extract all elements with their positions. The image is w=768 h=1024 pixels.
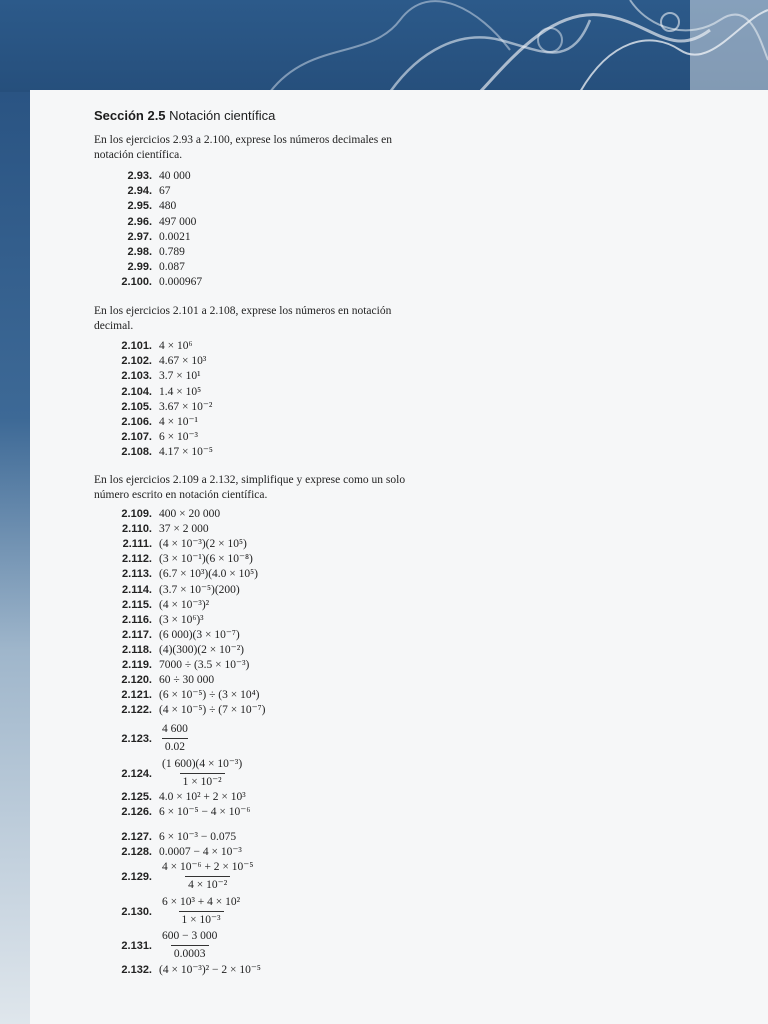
exercise-number: 2.111. <box>122 538 152 551</box>
left-margin-band <box>0 92 30 1024</box>
exercise-2-126 <box>94 805 250 820</box>
section-title <box>94 108 275 123</box>
exercise-expression: 4 × 10⁻¹ <box>159 416 199 428</box>
exercise-row <box>94 430 198 445</box>
exercise-row <box>94 583 240 598</box>
fraction-numerator: 600 − 3 000 <box>162 930 218 942</box>
exercise-row <box>94 507 220 522</box>
exercise-expression: 6 × 10⁻⁵ − 4 × 10⁻⁶ <box>159 806 251 818</box>
fraction <box>159 722 191 755</box>
exercise-expression: 6 × 10⁻³ <box>159 431 199 444</box>
exercise-row <box>94 199 176 214</box>
exercise-row <box>94 369 201 384</box>
exercise-expression: (4)(300)(2 × 10⁻²) <box>159 643 244 656</box>
exercise-row <box>94 230 191 245</box>
exercise-2-132 <box>94 963 261 978</box>
exercise-expression: (6.7 × 10³)(4.0 × 10⁵) <box>159 568 258 581</box>
exercise-expression: 40 000 <box>159 170 191 182</box>
exercise-expression: 4.17 × 10⁻⁵ <box>159 446 213 459</box>
exercise-expression: (3 × 10⁶)³ <box>159 613 204 626</box>
exercise-number: 2.124. <box>121 767 152 780</box>
exercise-expression: (4 × 10⁻³)² − 2 × 10⁻⁵ <box>159 964 261 976</box>
exercise-number: 2.130. <box>121 905 152 918</box>
fraction <box>159 929 220 962</box>
fraction-denominator: 1 × 10⁻³ <box>179 911 224 928</box>
exercise-row <box>94 445 213 460</box>
exercise-number: 2.126. <box>121 806 152 818</box>
instructions-group-2: En los ejercicios 2.101 a 2.108, exprese los números en notación decimal. <box>94 305 392 332</box>
exercise-expression: 6 × 10⁻³ − 0.075 <box>159 831 237 843</box>
exercise-number: 2.122. <box>121 704 152 717</box>
exercise-row <box>94 552 253 567</box>
exercise-row <box>94 537 247 552</box>
exercise-number: 2.103. <box>121 370 152 383</box>
exercise-row <box>94 688 259 703</box>
exercise-expression: 67 <box>159 185 171 198</box>
exercise-number: 2.93. <box>127 170 152 182</box>
exercise-number: 2.121. <box>121 689 152 702</box>
exercise-expression: (6 000)(3 × 10⁻⁷) <box>159 628 240 641</box>
exercise-expression: 60 ÷ 30 000 <box>159 674 215 687</box>
exercise-number: 2.131. <box>121 939 152 952</box>
fraction-numerator: 6 × 10³ + 4 × 10² <box>162 896 241 908</box>
exercise-row <box>94 628 240 643</box>
exercise-2-123 <box>94 722 191 755</box>
exercise-number: 2.119. <box>122 659 152 671</box>
exercise-number: 2.116. <box>122 613 152 626</box>
section-number: Sección 2.5 <box>94 108 166 123</box>
exercise-row <box>94 385 201 400</box>
swirl-ornament-graphic <box>250 0 768 92</box>
exercise-expression: 3.67 × 10⁻² <box>159 400 213 413</box>
fraction <box>159 895 243 928</box>
exercise-2-124 <box>94 757 245 790</box>
exercise-number: 2.104. <box>121 385 152 398</box>
exercise-row <box>94 613 204 628</box>
exercise-number: 2.97. <box>127 230 152 243</box>
exercise-row <box>94 275 202 290</box>
fraction-numerator: (1 600)(4 × 10⁻³) <box>162 758 243 770</box>
exercise-row <box>94 658 249 673</box>
fraction-numerator: 4 600 <box>162 723 188 735</box>
exercise-number: 2.100. <box>121 276 152 289</box>
exercise-expression: 7000 ÷ (3.5 × 10⁻³) <box>159 659 250 671</box>
exercise-number: 2.117. <box>122 628 152 641</box>
exercise-expression: (4 × 10⁻³)² <box>159 598 210 611</box>
exercise-expression: (3.7 × 10⁻⁵)(200) <box>159 583 240 596</box>
exercise-expression: (4 × 10⁻⁵) ÷ (7 × 10⁻⁷) <box>159 704 266 717</box>
exercise-expression: 497 000 <box>159 215 197 228</box>
exercise-expression: 3.7 × 10¹ <box>159 370 201 383</box>
exercise-number: 2.109. <box>121 508 152 520</box>
exercise-row <box>94 215 196 230</box>
instructions-group-3: En los ejercicios 2.109 a 2.132, simplifique y exprese como un solo número escrito en notación científica. <box>94 474 406 501</box>
exercise-expression: 4 × 10⁶ <box>159 340 193 352</box>
exercise-number: 2.125. <box>121 791 152 803</box>
exercise-expression: 0.789 <box>159 246 185 258</box>
exercise-expression: 0.0007 − 4 × 10⁻³ <box>159 846 242 858</box>
exercise-2-129 <box>94 860 256 893</box>
exercise-expression: 4.67 × 10³ <box>159 355 207 368</box>
exercise-row <box>94 703 266 718</box>
exercise-row <box>94 354 206 369</box>
exercise-number: 2.114. <box>122 583 152 596</box>
exercise-2-127 <box>94 830 236 845</box>
fraction <box>159 860 256 893</box>
exercise-row <box>94 567 258 582</box>
exercise-row <box>94 169 191 184</box>
exercise-expression: (3 × 10⁻¹)(6 × 10⁻⁸) <box>159 553 253 566</box>
exercise-number: 2.98. <box>127 246 152 258</box>
exercise-expression: 37 × 2 000 <box>159 523 209 536</box>
exercise-expression: 0.000967 <box>159 276 203 289</box>
exercise-row <box>94 184 171 199</box>
exercise-number: 2.107. <box>121 431 152 444</box>
fraction-denominator: 1 × 10⁻² <box>180 773 225 790</box>
exercise-number: 2.118. <box>122 643 152 656</box>
exercise-expression: 0.087 <box>159 261 185 274</box>
exercise-number: 2.102. <box>121 355 152 368</box>
exercise-number: 2.132. <box>121 964 152 976</box>
exercise-number: 2.128. <box>121 846 152 858</box>
instructions-group-1: En los ejercicios 2.93 a 2.100, exprese los números decimales en notación científica. <box>94 134 392 161</box>
exercise-2-125 <box>94 790 246 805</box>
exercise-number: 2.96. <box>127 215 152 228</box>
exercise-row <box>94 415 198 430</box>
exercise-row <box>94 643 244 658</box>
exercise-2-128 <box>94 845 242 860</box>
exercise-number: 2.127. <box>121 831 152 843</box>
fraction-denominator: 0.02 <box>162 738 188 755</box>
exercise-row <box>94 598 209 613</box>
header-band <box>0 0 768 92</box>
exercise-number: 2.108. <box>121 446 152 459</box>
fraction-denominator: 0.0003 <box>171 945 209 962</box>
exercise-number: 2.113. <box>122 568 152 581</box>
exercise-number: 2.123. <box>121 732 152 745</box>
exercise-expression: (6 × 10⁻⁵) ÷ (3 × 10⁴) <box>159 689 260 702</box>
exercise-expression: 0.0021 <box>159 230 191 243</box>
exercise-number: 2.129. <box>121 870 152 883</box>
fraction-denominator: 4 × 10⁻² <box>185 876 230 893</box>
exercise-number: 2.110. <box>122 523 152 536</box>
exercise-2-130 <box>94 895 243 928</box>
exercise-expression: 480 <box>159 200 177 213</box>
exercise-expression: (4 × 10⁻³)(2 × 10⁵) <box>159 538 247 551</box>
exercise-number: 2.101. <box>121 340 152 352</box>
exercise-expression: 4.0 × 10² + 2 × 10³ <box>159 791 246 803</box>
exercise-expression: 400 × 20 000 <box>159 508 221 520</box>
exercise-number: 2.99. <box>127 261 152 274</box>
section-name: Notación científica <box>169 108 276 123</box>
fraction-numerator: 4 × 10⁻⁶ + 2 × 10⁻⁵ <box>162 861 254 873</box>
exercise-expression: 1.4 × 10⁵ <box>159 385 202 398</box>
exercise-row <box>94 245 185 260</box>
exercise-row <box>94 673 214 688</box>
fraction <box>159 757 245 790</box>
exercise-number: 2.94. <box>127 185 152 198</box>
exercise-number: 2.95. <box>127 200 152 213</box>
exercise-number: 2.106. <box>121 416 152 428</box>
exercise-number: 2.112. <box>122 553 152 566</box>
exercise-row <box>94 400 212 415</box>
exercise-number: 2.115. <box>122 598 152 611</box>
exercise-row <box>94 339 193 354</box>
exercise-row <box>94 260 185 275</box>
exercise-number: 2.120. <box>121 674 152 687</box>
exercise-number: 2.105. <box>121 400 152 413</box>
exercise-2-131 <box>94 929 220 962</box>
exercise-row <box>94 522 209 537</box>
